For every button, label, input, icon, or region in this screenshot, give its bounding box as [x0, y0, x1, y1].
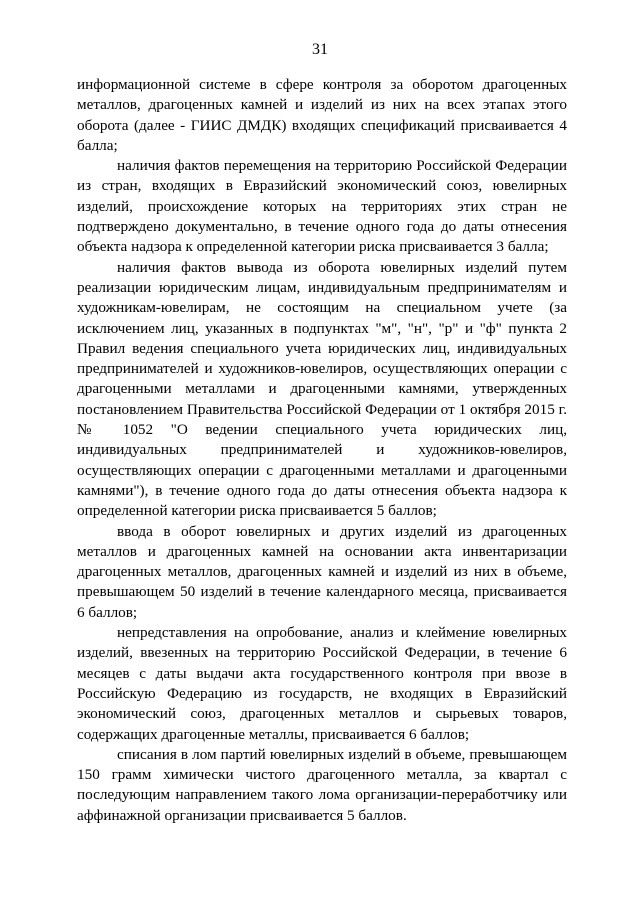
paragraph-item: ввода в оборот ювелирных и других изделий из драгоценных металлов и драгоценных камней на основании акта инвентаризации драгоценных металлов, драгоценных камней и изделий из них в объеме, превышающем 50 изделий в течение календарного месяца, присваивается 6 баллов; — [77, 522, 567, 621]
page-number: 31 — [312, 41, 328, 58]
document-body — [77, 75, 567, 826]
paragraph-item: наличия фактов вывода из оборота ювелирных изделий путем реализации юридическим лицам, индивидуальным предпринимателям и художникам-ювелирам, не состоящим на специальном учете (за исключением лиц, указанных в подпунктах "м", "н", "р" и "ф" пункта 2 Правил ведения специального учета юридических лиц, индивидуальных предпринимателей и художников-ювелиров, осуществляющих операции с драгоценными металлами и драгоценными камнями, утвержденных постановлением Правительства Российской Федерации от 1 октября 2015 г. № 1052 "О ведении специального учета юридических лиц, индивидуальных предпринимателей и художников-ювелиров, осуществляющих операции с драгоценными металлами и драгоценными камнями"), в течение одного года до даты отнесения объекта надзора к определенной категории риска присваивается 5 баллов; — [77, 258, 567, 520]
paragraph-item: непредставления на опробование, анализ и клеймение ювелирных изделий, ввезенных на территорию Российской Федерации, в течение 6 месяцев с даты выдачи акта государственного контроля при ввозе в Российскую Федерацию из государств, не входящих в Евразийский экономический союз, драгоценных металлов и сырьевых товаров, содержащих драгоценные металлы, присваивается 6 баллов; — [77, 624, 567, 743]
paragraph-continuation: информационной системе в сфере контроля за оборотом драгоценных металлов, драгоценных камней и изделий из них на всех этапах этого оборота (далее - ГИИС ДМДК) входящих спецификаций присваивается 4 балла; — [77, 76, 567, 154]
paragraph-item: наличия фактов перемещения на территорию Российской Федерации из стран, входящих в Евразийский экономический союз, ювелирных изделий, происхождение которых на территориях этих стран не подтверждено документально, в течение одного года до даты отнесения объекта надзора к определенной категории риска присваивается 3 балла; — [77, 157, 567, 256]
paragraph-item: списания в лом партий ювелирных изделий в объеме, превышающем 150 грамм химически чистого драгоценного металла, за квартал с последующим направлением такого лома организации-переработчику или аффинажной организации присваивается 5 баллов. — [77, 745, 567, 824]
